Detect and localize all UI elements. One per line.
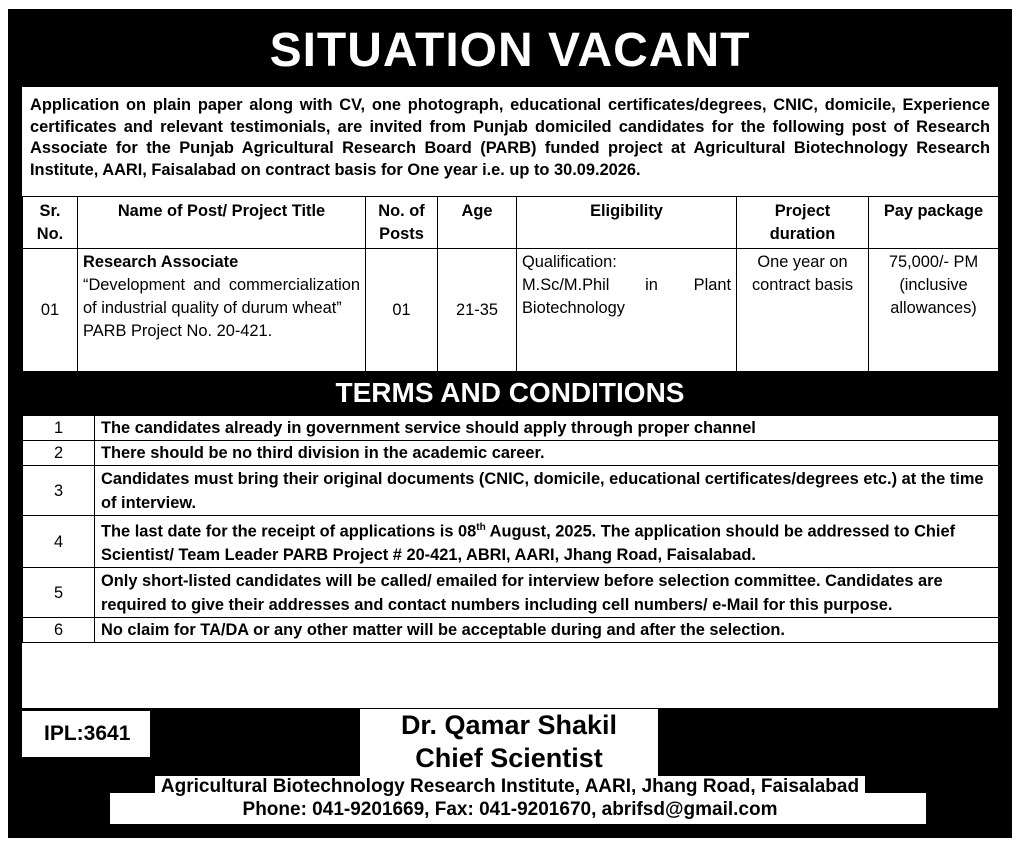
table-row [23,516,999,568]
cell-eligibility [517,249,737,372]
term-text: Only short-listed candidates will be called/ emailed for interview before selection committee. Candidates are required to give their addresses and contact numbers including cell numbers/ e-Mail for this purpose. [95,568,999,618]
table-row [23,249,999,372]
term-number: 2 [23,441,95,466]
cell-post [78,249,366,372]
term-text-part: August, 2025. The application should be addressed to Chief Scientist/ Team Leader PARB Project # 20-421, ABRI, AARI, Jhang Road, Faisalabad. [101,522,956,565]
qualification-label: Qualification: [522,253,617,271]
table-row [23,618,999,643]
header-age: Age [438,197,517,249]
title-banner [22,15,998,87]
header-eligibility: Eligibility [517,197,737,249]
cell-pay [869,249,999,372]
ad-content [22,15,998,824]
term-number: 1 [23,416,95,441]
signatory-designation: Chief Scientist [415,743,603,773]
ad-outer-border [8,9,1012,838]
term-number: 4 [23,516,95,568]
term-text: No claim for TA/DA or any other matter will be acceptable during and after the selection. [95,618,999,643]
pay-amount: 75,000/- PM [888,253,979,271]
terms-title: TERMS AND CONDITIONS [335,377,685,408]
project-title: “Development and commercialization of industrial quality of durum wheat” [83,276,360,317]
term-number: 5 [23,568,95,618]
post-name: Research Associate [83,253,239,271]
header-sr: Sr. No. [23,197,78,249]
project-number: PARB Project No. 20-421. [83,322,273,340]
table-row [23,568,999,618]
term-text: Candidates must bring their original documents (CNIC, domicile, educational certificates/degrees etc.) at the time of interview. [95,466,999,516]
cell-posts: 01 [366,249,438,372]
term-text-part: The last date for the receipt of applications is 08 [101,522,477,541]
post-table [22,196,999,372]
terms-banner [22,371,998,415]
terms-table [22,415,999,643]
signatory-box [360,709,658,777]
header-posts: No. of Posts [366,197,438,249]
table-row [23,441,999,466]
table-row [23,416,999,441]
header-name: Name of Post/ Project Title [78,197,366,249]
cell-sr: 01 [23,249,78,372]
footer-address-block [22,775,998,821]
header-pay: Pay package [869,197,999,249]
institute-address: Agricultural Biotechnology Research Institute, AARI, Jhang Road, Faisalabad [155,776,865,797]
cell-age: 21-35 [438,249,517,372]
post-table-header [23,197,999,249]
page-title: SITUATION VACANT [269,24,751,77]
pay-note: (inclusive allowances) [890,276,977,317]
qualification-text: M.Sc/M.Phil in Plant Biotechnology [522,276,731,317]
contact-line: Phone: 041-9201669, Fax: 041-9201670, abrifsd@gmail.com [237,799,784,820]
table-row [23,466,999,516]
term-number: 3 [23,466,95,516]
cell-duration: One year on contract basis [737,249,869,372]
term-text [95,516,999,568]
header-duration: Project duration [737,197,869,249]
term-text: There should be no third division in the academic career. [95,441,999,466]
intro-paragraph: Application on plain paper along with CV, one photograph, educational certificates/degrees, CNIC, domicile, Experience certificates and relevant testimonials, are invited from Punjab domiciled candidates for the following post of Research Associate for the Punjab Agricultural Research Board (PARB) funded project at Agricultural Biotechnology Research Institute, AARI, Faisalabad on contract basis for One year i.e. up to 30.09.2026. [30,96,990,179]
ipl-number: IPL:3641 [22,711,150,757]
ordinal-suffix: th [476,522,486,533]
signatory-name: Dr. Qamar Shakil [400,710,618,740]
term-text: The candidates already in government service should apply through proper channel [95,416,999,441]
term-number: 6 [23,618,95,643]
